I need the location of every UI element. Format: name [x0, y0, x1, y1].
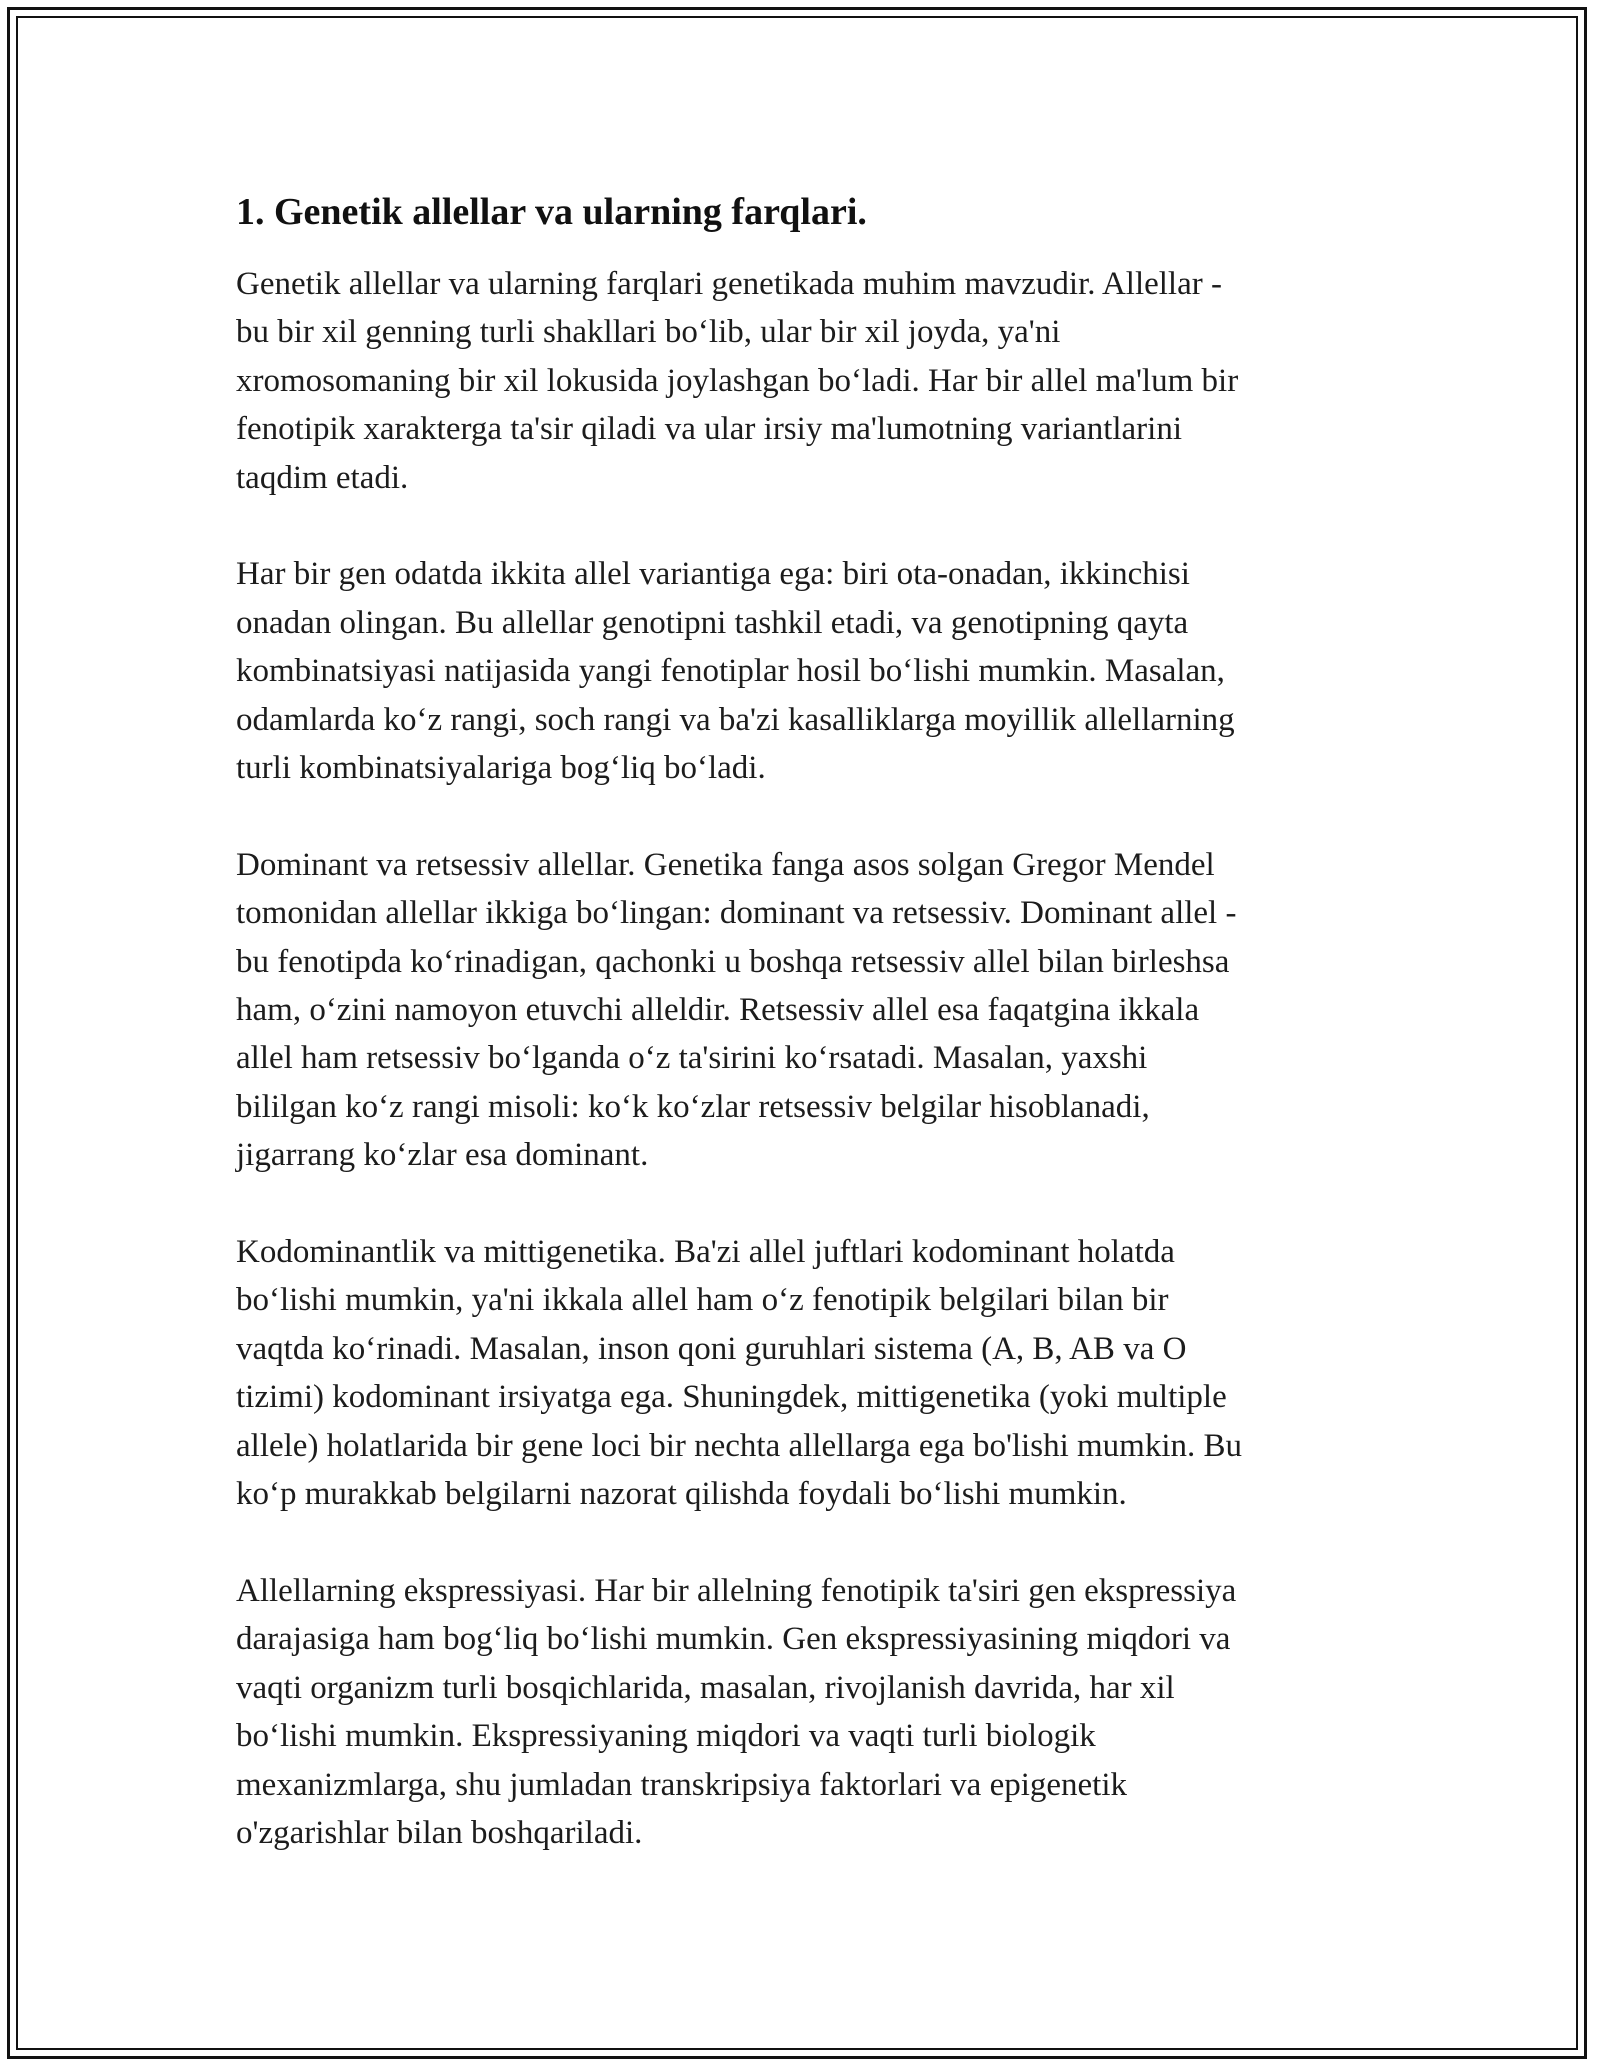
- text-line: allel ham retsessiv bo‘lganda o‘z ta'sirini ko‘rsatadi. Masalan, yaxshi: [236, 1040, 1148, 1077]
- paragraph-allele-variants: [236, 550, 1366, 792]
- text-line: tomonidan allellar ikkiga bo‘lingan: dominant va retsessiv. Dominant allel -: [236, 895, 1237, 932]
- text-line: mexanizmlarga, shu jumladan transkripsiya faktorlari va epigenetik: [236, 1766, 1128, 1803]
- text-line: taqdim etadi.: [236, 459, 409, 496]
- text-line: ko‘p murakkab belgilarni nazorat qilishda foydali bo‘lishi mumkin.: [236, 1476, 1127, 1513]
- text-line: Genetik allellar va ularning farqlari genetikada muhim mavzudir. Allellar -: [236, 266, 1222, 302]
- text-line: turli kombinatsiyalariga bog‘liq bo‘ladi.: [236, 750, 766, 787]
- text-line: bu bir xil genning turli shakllari bo‘lib, ular bir xil joyda, ya'ni: [236, 314, 1061, 351]
- paragraph-codominance: [236, 1228, 1366, 1518]
- text-line: tizimi) kodominant irsiyatga ega. Shuningdek, mittigenetika (yoki multiple: [236, 1379, 1227, 1416]
- text-line: onadan olingan. Bu allellar genotipni tashkil etadi, va genotipning qayta: [236, 604, 1189, 641]
- text-line: Dominant va retsessiv allellar. Genetika fanga asos solgan Gregor Mendel: [236, 846, 1215, 883]
- text-line: bo‘lishi mumkin. Ekspressiyaning miqdori va vaqti turli biologik: [236, 1718, 1096, 1755]
- text-line: Allellarning ekspressiyasi. Har bir allelning fenotipik ta'siri gen ekspressiya: [236, 1572, 1237, 1609]
- section-heading: 1. Genetik allellar va ularning farqlari.: [236, 191, 867, 233]
- text-line: Har bir gen odatda ikkita allel variantiga ega: biri ota-onadan, ikkinchisi: [236, 556, 1190, 593]
- text-line: o'zgarishlar bilan boshqariladi.: [236, 1814, 643, 1851]
- document-body: [236, 186, 1366, 1906]
- paragraph-intro: [236, 260, 1366, 502]
- text-line: vaqti organizm turli bosqichlarida, masalan, rivojlanish davrida, har xil: [236, 1669, 1175, 1706]
- text-line: bu fenotipda ko‘rinadigan, qachonki u boshqa retsessiv allel bilan birleshsa: [236, 943, 1230, 980]
- text-line: xromosomaning bir xil lokusida joylashgan bo‘ladi. Har bir allel ma'lum bir: [236, 362, 1239, 399]
- text-line: vaqtda ko‘rinadi. Masalan, inson qoni guruhlari sistema (A, B, AB va O: [236, 1330, 1187, 1367]
- text-line: allele) holatlarida bir gene loci bir nechta allellarga ega bo'lishi mumkin. Bu: [236, 1427, 1243, 1464]
- text-line: bililgan ko‘z rangi misoli: ko‘k ko‘zlar retsessiv belgilar hisoblanadi,: [236, 1088, 1150, 1125]
- text-line: odamlarda ko‘z rangi, soch rangi va ba'zi kasalliklarga moyillik allellarning: [236, 701, 1235, 738]
- text-line: jigarrang ko‘zlar esa dominant.: [236, 1137, 649, 1174]
- text-line: Kodominantlik va mittigenetika. Ba'zi allel juftlari kodominant holatda: [236, 1234, 1175, 1271]
- paragraph-expression: [236, 1567, 1366, 1857]
- text-line: fenotipik xarakterga ta'sir qiladi va ular irsiy ma'lumotning variantlarini: [236, 411, 1183, 448]
- text-line: darajasiga ham bog‘liq bo‘lishi mumkin. Gen ekspressiyasining miqdori va: [236, 1621, 1231, 1658]
- paragraph-dominant-recessive: [236, 841, 1366, 1180]
- text-line: bo‘lishi mumkin, ya'ni ikkala allel ham o‘z fenotipik belgilari bilan bir: [236, 1282, 1169, 1319]
- text-line: kombinatsiyasi natijasida yangi fenotiplar hosil bo‘lishi mumkin. Masalan,: [236, 653, 1225, 690]
- text-line: ham, o‘zini namoyon etuvchi alleldir. Retsessiv allel esa faqatgina ikkala: [236, 992, 1200, 1029]
